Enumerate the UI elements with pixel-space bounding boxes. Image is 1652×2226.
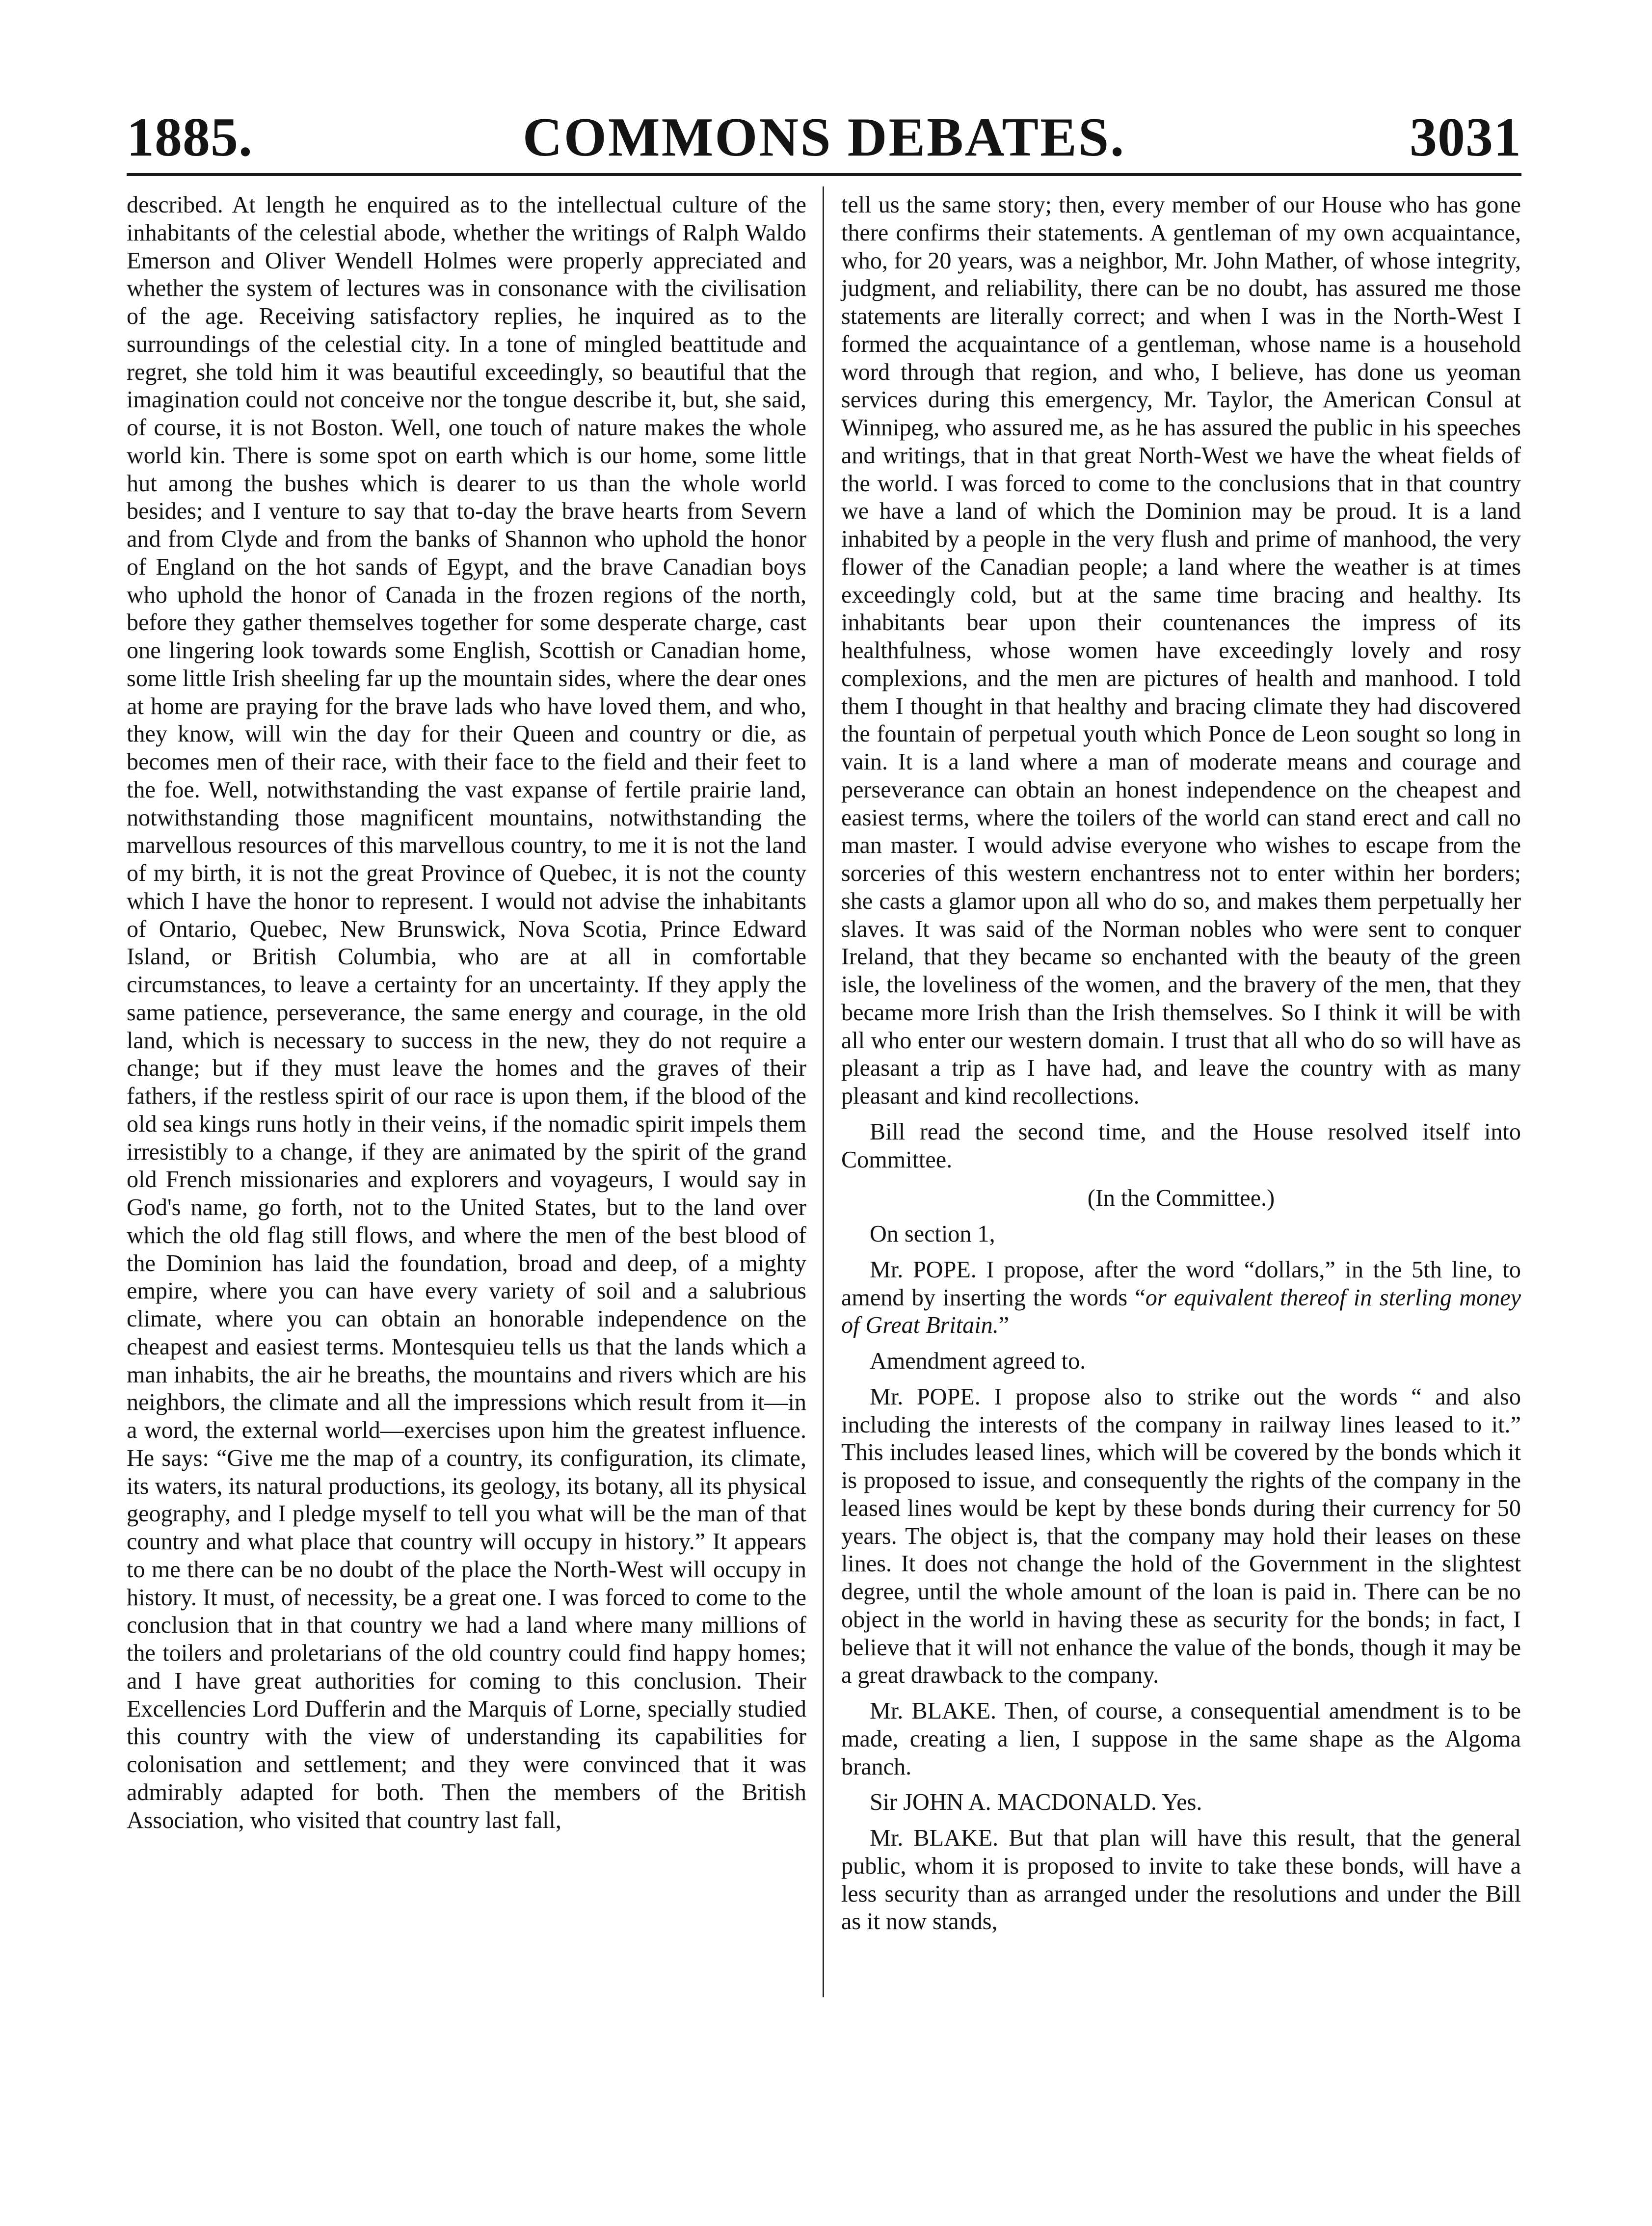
pope-amendment-1-close: ” xyxy=(998,1312,1010,1339)
section-label: On section 1, xyxy=(870,1221,995,1247)
macdonald-reply: Sir JOHN A. MACDONALD. Yes. xyxy=(870,1789,1202,1816)
bill-second-reading: Bill read the second time, and the House resolved itself into Committee. xyxy=(841,1118,1521,1173)
column-divider xyxy=(823,186,824,1997)
right-paragraph-1: tell us the same story; then, every member of our House who has gone there confirms their statements. A gentleman of my own acquaintance, who, for 20 years, was a neighbor, Mr. John Mather, of whose integrity, judgment, and reliability, there can be no doubt, has assured me those statements are literally correct; and when I was in the North-West I formed the acquaintance of a gentleman, whose name is a household word through that region, and who, I believe, has done us yeoman services during this emergency, Mr. Taylor, the American Consul at Winnipeg, who assured me, as he has assured the public in his speeches and writings, that in that great North-West we have the wheat fields of the world. I was forced to come to the conclusions that in that country we have a land of which the Dominion may be proud. It is a land inhabited by a people in the very flush and prime of manhood, the very flower of the Canadian people; a land where the weather is at times exceedingly cold, but at the same time bracing and healthy. Its inhabitants bear upon their countenances the impress of its healthfulness, whose women have exceedingly lovely and rosy complexions, and the men are pictures of health and manhood. I told them I thought in that healthy and bracing climate they had discovered the fountain of perpetual youth which Ponce de Leon sought so long in vain. It is a land where a man of moderate means and courage and perseverance can obtain an honest independence on the cheapest and easiest terms, where the toilers of the world can stand erect and call no man master. I would advise everyone who wishes to escape from the sorceries of this western enchantress not to enter within her borders; she casts a glamor upon all who do so, and makes them perpetually her slaves. It was said of the Norman nobles who were sent to conquer Ireland, that they became so enchanted with the beauty of the green isle, the loveliness of the women, and the bravery of the men, that they became more Irish than the Irish themselves. So I think it will be with all who enter our western domain. I trust that all who do so will have as pleasant a trip as I have had, and leave the country with as many pleasant and kind recollections. xyxy=(841,192,1521,1109)
pope-amendment-2: Mr. POPE. I propose also to strike out the words “ and also including the interests of the company in railway lines leased to it.” This includes leased lines, which will be covered by the bonds which it is proposed to issue, and consequently the rights of the company in the leased lines would be kept by these bonds during their currency for 50 years. The object is, that the company may hold their leases on these lines. It does not change the hold of the Government in the slightest degree, until the whole amount of the loan is paid in. There can be no object in the world in having these as security for the bonds; in fact, I believe that it will not enhance the value of the bonds, though it may be a great drawback to the company. xyxy=(841,1383,1521,1689)
pope-amendment-1-italic: or equivalent thereof in sterling money of Great Britain. xyxy=(841,1284,1521,1339)
left-paragraph-1: described. At length he enquired as to the intellectual culture of the inhabitants of the celestial abode, whether the writings of Ralph Waldo Emerson and Oliver Wendell Holmes were properly appreciated and whether the system of lectures was in consonance with the civilisation of the age. Receiving satisfactory replies, he inquired as to the surroundings of the celestial city. In a tone of mingled beattitude and regret, she told him it was beautiful exceedingly, so beautiful that the imagination could not conceive nor the tongue describe it, but, she said, of course, it is not Boston. Well, one touch of nature makes the whole world kin. There is some spot on earth which is our home, some little hut among the bushes which is dearer to us than the whole world besides; and I venture to say that to-day the brave hearts from Severn and from Clyde and from the banks of Shannon who uphold the honor of England on the hot sands of Egypt, and the brave Canadian boys who uphold the honor of Canada in the frozen regions of the north, before they gather themselves together for some desperate charge, cast one lingering look towards some English, Scottish or Canadian home, some little Irish sheeling far up the mountain sides, where the dear ones at home are praying for the brave lads who have loved them, and who, they know, will win the day for their Queen and country or die, as becomes men of their race, with their face to the field and their feet to the foe. Well, notwithstanding the vast expanse of fertile prairie land, notwithstanding those magnificent mountains, notwithstanding the marvellous resources of this marvellous country, to me it is not the land of my birth, it is not the great Province of Quebec, it is not the county which I have the honor to represent. I would not advise the inhabitants of Ontario, Quebec, New Brunswick, Nova Scotia, Prince Edward Island, or British Columbia, who are at all in comfortable circumstances, to leave a certainty for an uncertainty. If they apply the same patience, perseverance, the same energy and courage, in the old land, which is necessary to success in the new, they do not require a change; but if they must leave the homes and the graves of their fathers, if the restless spirit of our race is upon them, if the blood of the old sea kings runs hotly in their veins, if the nomadic spirit impels them irresistibly to a change, if they are animated by the spirit of the grand old French missionaries and explorers and voyageurs, I would say in God's name, go forth, not to the United States, but to the land over which the old flag still flows, and where the men of the best blood of the Dominion has laid the foundation, broad and deep, of a mighty empire, where you can have every variety of soil and a salubrious climate, where you can obtain an honorable independence on the cheapest and easiest terms. Montesquieu tells us that the lands which a man inhabits, the air he breaths, the mountains and rivers which are his neighbors, the climate and all the impressions which result from it—in a word, the external world—exercises upon him the greatest influence. He says: “Give me the map of a country, its configuration, its climate, its waters, its natural productions, its geology, its botany, all its physical geography, and I pledge myself to tell you what will be the man of that country and what place that country will occupy in history.” It appears to me there can be no doubt of the place the North-West will occupy in history. It must, of necessity, be a great one. I was forced to come to the conclusion that in that country we had a land where many millions of the toilers and proletarians of the old country could find happy homes; and I have great authorities for coming to this conclusion. Their Excellencies Lord Dufferin and the Marquis of Lorne, specially studied this country with the view of understanding its capabilities for colonisation and settlement; and they were convinced that it was admirably adapted for both. Then the members of the British Association, who visited that country last fall, xyxy=(127,192,806,1833)
amendment-agreed: Amendment agreed to. xyxy=(870,1348,1086,1374)
blake-remark-2: Mr. BLAKE. But that plan will have this result, that the general public, whom it is proposed to invite to take these bonds, will have a less security than as arranged under the resolutions and under the Bill as it now stands, xyxy=(841,1825,1521,1935)
header-title: COMMONS DEBATES. xyxy=(522,107,1126,168)
right-column xyxy=(841,191,1521,1936)
page-header xyxy=(127,106,1521,169)
header-rule xyxy=(127,173,1521,176)
header-year: 1885. xyxy=(127,107,253,168)
committee-heading: (In the Committee.) xyxy=(1087,1185,1275,1212)
left-column xyxy=(127,191,806,1834)
blake-remark-1: Mr. BLAKE. Then, of course, a consequential amendment is to be made, creating a lien, I suppose in the same shape as the Algoma branch. xyxy=(841,1698,1521,1780)
pope-amendment-1 xyxy=(841,1256,1521,1340)
header-page-number: 3031 xyxy=(1410,107,1521,168)
pope-amendment-1-text: Mr. POPE. I propose, after the word “dollars,” in the 5th line, to amend by inserting the words “ xyxy=(841,1256,1521,1311)
